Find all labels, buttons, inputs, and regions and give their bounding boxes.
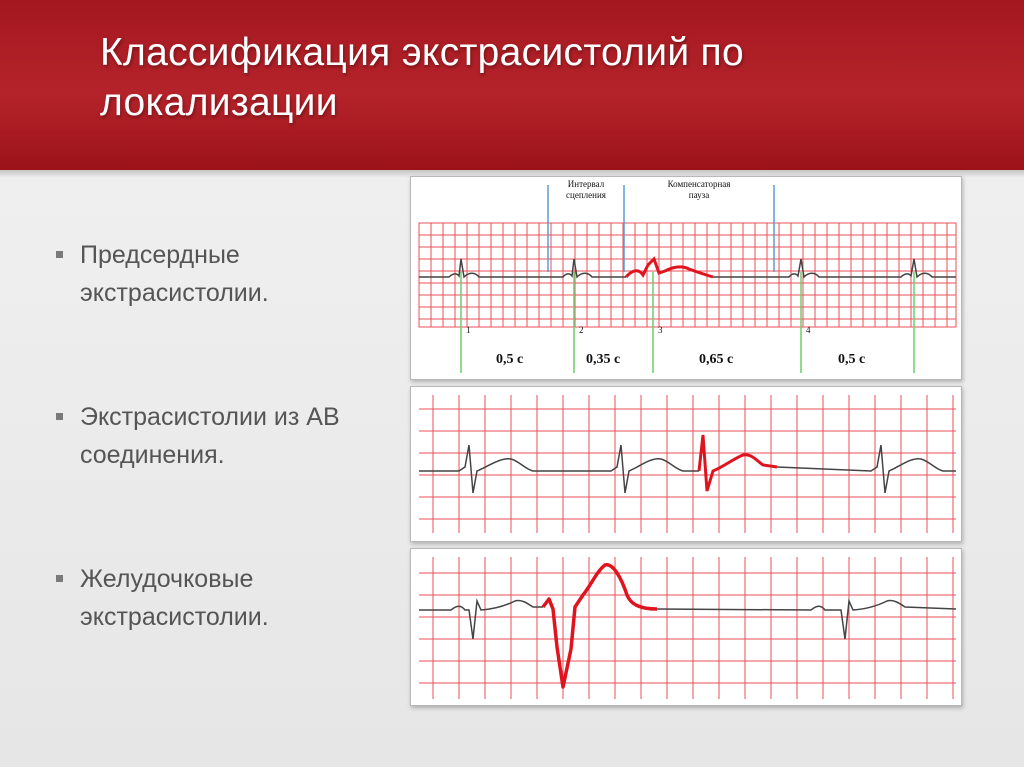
ecg-trace-ectopic (699, 435, 777, 491)
bullet-marker-icon (56, 575, 63, 582)
ecg-atrial-panel (410, 176, 962, 380)
ecg-ventricular-panel (410, 548, 962, 706)
interval-value: 0,35 с (586, 352, 621, 367)
ecg-trace-ectopic (543, 565, 657, 687)
ecg-trace-normal (419, 259, 626, 277)
beat-number: 1 (466, 325, 471, 335)
bullet-marker-icon (56, 413, 63, 420)
bullet-marker-icon (56, 251, 63, 258)
bullet-text: Экстрасистолии из АВ соединения. (80, 403, 340, 469)
beat-number: 2 (579, 325, 584, 335)
ecg-ventricular-svg (411, 549, 961, 705)
beat-number: 4 (806, 325, 811, 335)
ecg-grid (419, 395, 956, 533)
bullet-text: Желудочковые экстрасистолии. (80, 565, 269, 631)
interval-label: Интервал сцепления (566, 179, 606, 200)
ecg-trace-normal (419, 445, 699, 493)
ecg-grid (419, 557, 956, 699)
interval-value: 0,5 с (838, 352, 866, 367)
pause-label: Компенсаторная пауза (667, 179, 731, 200)
ecg-trace-normal (419, 600, 543, 639)
ecg-trace-ectopic (626, 259, 713, 277)
ecg-trace-normal (713, 259, 956, 277)
bullet-text: Предсердные экстрасистолии. (80, 241, 269, 307)
ecg-grid (419, 223, 956, 327)
interval-value: 0,5 с (496, 352, 524, 367)
slide-title: Классификация экстрасистолий по локализации (100, 31, 744, 124)
ecg-av-panel (410, 386, 962, 542)
ecg-trace-normal (777, 445, 956, 493)
beat-number: 3 (658, 325, 663, 335)
interval-value: 0,65 с (699, 352, 734, 367)
interval-markers (461, 185, 914, 373)
ecg-av-svg (411, 387, 961, 541)
ecg-trace-normal (657, 600, 956, 639)
ecg-atrial-svg (411, 177, 961, 379)
